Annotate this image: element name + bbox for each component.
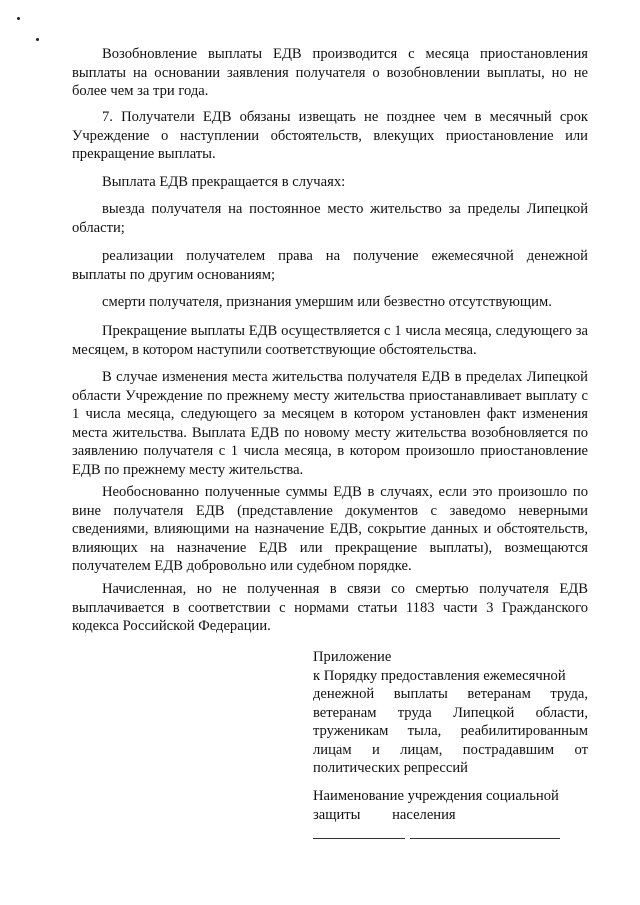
appendix-line: денежной выплаты ветеранам труда, (313, 686, 588, 702)
paragraph-termination-date: Прекращение выплаты ЕДВ осуществляется с 1 числа месяца, следующего за месяцем, в котором наступили соответствующие обстоятельства. (72, 323, 588, 358)
scan-speck (36, 38, 39, 41)
paragraph-resumption: Возобновление выплаты ЕДВ производится с месяца приостановления выплаты на основании заявления получателя о возобновлении выплаты, но не более чем за три года. (72, 46, 588, 99)
institution-name-blank-line (313, 838, 405, 839)
scan-speck (17, 17, 20, 20)
appendix-line: лицам и лицам, пострадавшим от (313, 741, 588, 758)
appendix-line: к Порядку предоставления ежемесячной (313, 667, 566, 684)
paragraph-residence-change: В случае изменения места жительства получателя ЕДВ в пределах Липецкой области Учреждение по прежнему месту жительства приостанавливает выплату с 1 числа месяца, следующего за месяцем в котором установлен факт изменения места жительства. Выплата ЕДВ по новому месту жительства возобновляется по заявлению получателя с 1 числа месяца, в котором произошло приостановление ЕДВ по прежнему месту жительства. (72, 369, 588, 478)
appendix-line: труженикам тыла, реабилитированным (313, 723, 588, 739)
paragraph-case-relocation: выезда получателя на постоянное место жительство за пределы Липецкой области; (72, 201, 588, 236)
paragraph-termination-cases: Выплата ЕДВ прекращается в случаях: (102, 174, 346, 190)
institution-label: защиты населения (313, 806, 456, 823)
paragraph-item-7: 7. Получатели ЕДВ обязаны извещать не позднее чем в месячный срок Учреждение о наступлении обстоятельств, влекущих приостановление или прекращение выплаты. (72, 109, 588, 162)
paragraph-case-death: смерти получателя, признания умершим или безвестно отсутствующим. (102, 294, 552, 310)
paragraph-case-other-grounds: реализации получателем права на получение ежемесячной денежной выплаты по другим основаниям; (72, 248, 588, 283)
appendix-line: ветеранам труда Липецкой области, (313, 704, 588, 721)
institution-name-blank-line (410, 838, 560, 839)
appendix-line: политических репрессий (313, 760, 468, 776)
institution-name-block (313, 787, 588, 824)
paragraph-inheritance: Начисленная, но не полученная в связи со смертью получателя ЕДВ выплачивается в соответствии с нормами статьи 1183 части 3 Гражданского кодекса Российской Федерации. (72, 581, 588, 634)
institution-label: Наименование учреждения социальной (313, 788, 559, 804)
appendix-block (313, 648, 588, 778)
appendix-title: Приложение (313, 649, 392, 665)
paragraph-unjustified-sums: Необоснованно полученные суммы ЕДВ в случаях, если это произошло по вине получателя ЕДВ (представление документов с заведомо неверными сведениями, влияющими на назначение ЕДВ, сокрытие данных и обстоятельств, влияющих на назначение ЕДВ или прекращение выплаты), возмещаются получателем ЕДВ добровольно или судебном порядке. (72, 484, 588, 574)
